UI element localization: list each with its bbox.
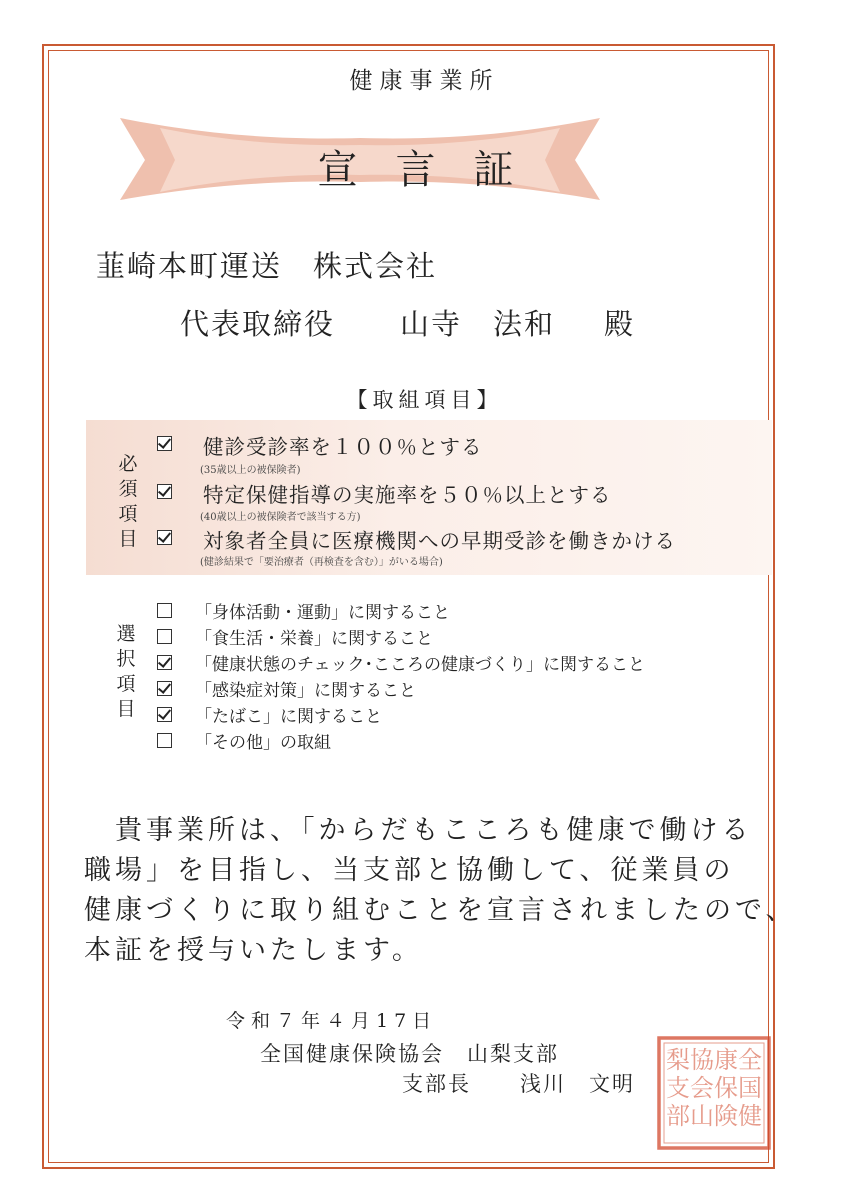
- svg-text:会: 会: [690, 1074, 714, 1102]
- office-title: 健康事業所: [349, 68, 500, 94]
- svg-text:支: 支: [666, 1074, 690, 1102]
- svg-text:国: 国: [738, 1074, 762, 1102]
- optional-checkbox[interactable]: [157, 733, 172, 748]
- body-line: 貴事業所は、「からだもこころも健康で働ける: [84, 815, 753, 846]
- required-item-note: (健診結果で「要治療者（再検査を含む）」がいる場合): [200, 557, 443, 568]
- optional-checkbox[interactable]: [157, 629, 172, 644]
- svg-text:険: 険: [714, 1102, 738, 1130]
- required-label: 必須項目: [118, 453, 138, 550]
- chief-title: 支部長: [402, 1072, 471, 1096]
- optional-checkbox[interactable]: [157, 655, 172, 670]
- recipient-company: 韮崎本町運送 株式会社: [96, 249, 438, 283]
- optional-checkbox[interactable]: [157, 603, 172, 618]
- representative-name: 山寺 法和: [400, 307, 556, 341]
- body-line: 職場」を目指し、当支部と協働して、従業員の: [84, 855, 735, 886]
- svg-text:梨: 梨: [666, 1046, 690, 1074]
- optional-label: 選択項目: [116, 623, 136, 720]
- optional-item-text: 「健康状態のチェック･こころの健康づくり」に関すること: [195, 655, 645, 675]
- required-checkbox[interactable]: [157, 436, 172, 451]
- required-item-text: 健診受診率を１００％とする: [203, 435, 483, 459]
- body-line: 本証を授与いたします。: [84, 935, 423, 966]
- official-seal-icon: [655, 1034, 773, 1152]
- items-heading: 【取組項目】: [346, 388, 503, 412]
- svg-text:保: 保: [714, 1074, 738, 1102]
- required-item-text: 対象者全員に医療機関への早期受診を働きかける: [203, 529, 676, 553]
- optional-checkbox[interactable]: [157, 707, 172, 722]
- svg-text:山: 山: [690, 1102, 714, 1130]
- representative-title: 代表取締役: [180, 307, 336, 341]
- issuer-organization: 全国健康保険協会 山梨支部: [260, 1042, 559, 1066]
- svg-text:協: 協: [690, 1046, 714, 1074]
- optional-checkbox[interactable]: [157, 681, 172, 696]
- issue-date: 令和７年４月17日: [226, 1010, 438, 1032]
- body-line: 健康づくりに取り組むことを宣言されましたので、: [84, 895, 797, 926]
- required-item-note: (35歳以上の被保険者): [200, 465, 301, 476]
- required-checkbox[interactable]: [157, 484, 172, 499]
- svg-text:部: 部: [666, 1102, 690, 1130]
- declaration-title: 宣言証: [317, 147, 552, 193]
- required-item-text: 特定保健指導の実施率を５０％以上とする: [203, 483, 612, 507]
- optional-item-text: 「食生活・栄養」に関すること: [195, 629, 433, 649]
- optional-item-text: 「感染症対策」に関すること: [195, 681, 416, 701]
- svg-text:康: 康: [714, 1046, 738, 1074]
- svg-text:健: 健: [738, 1102, 762, 1130]
- chief-name: 浅川 文明: [520, 1072, 635, 1096]
- optional-item-text: 「身体活動・運動」に関すること: [195, 603, 450, 623]
- honorific: 殿: [604, 307, 636, 341]
- required-item-note: (40歳以上の被保険者で該当する方): [200, 512, 361, 523]
- optional-item-text: 「たばこ」に関すること: [195, 707, 382, 727]
- svg-text:全: 全: [738, 1046, 762, 1074]
- required-checkbox[interactable]: [157, 530, 172, 545]
- optional-item-text: 「その他」の取組: [195, 733, 331, 753]
